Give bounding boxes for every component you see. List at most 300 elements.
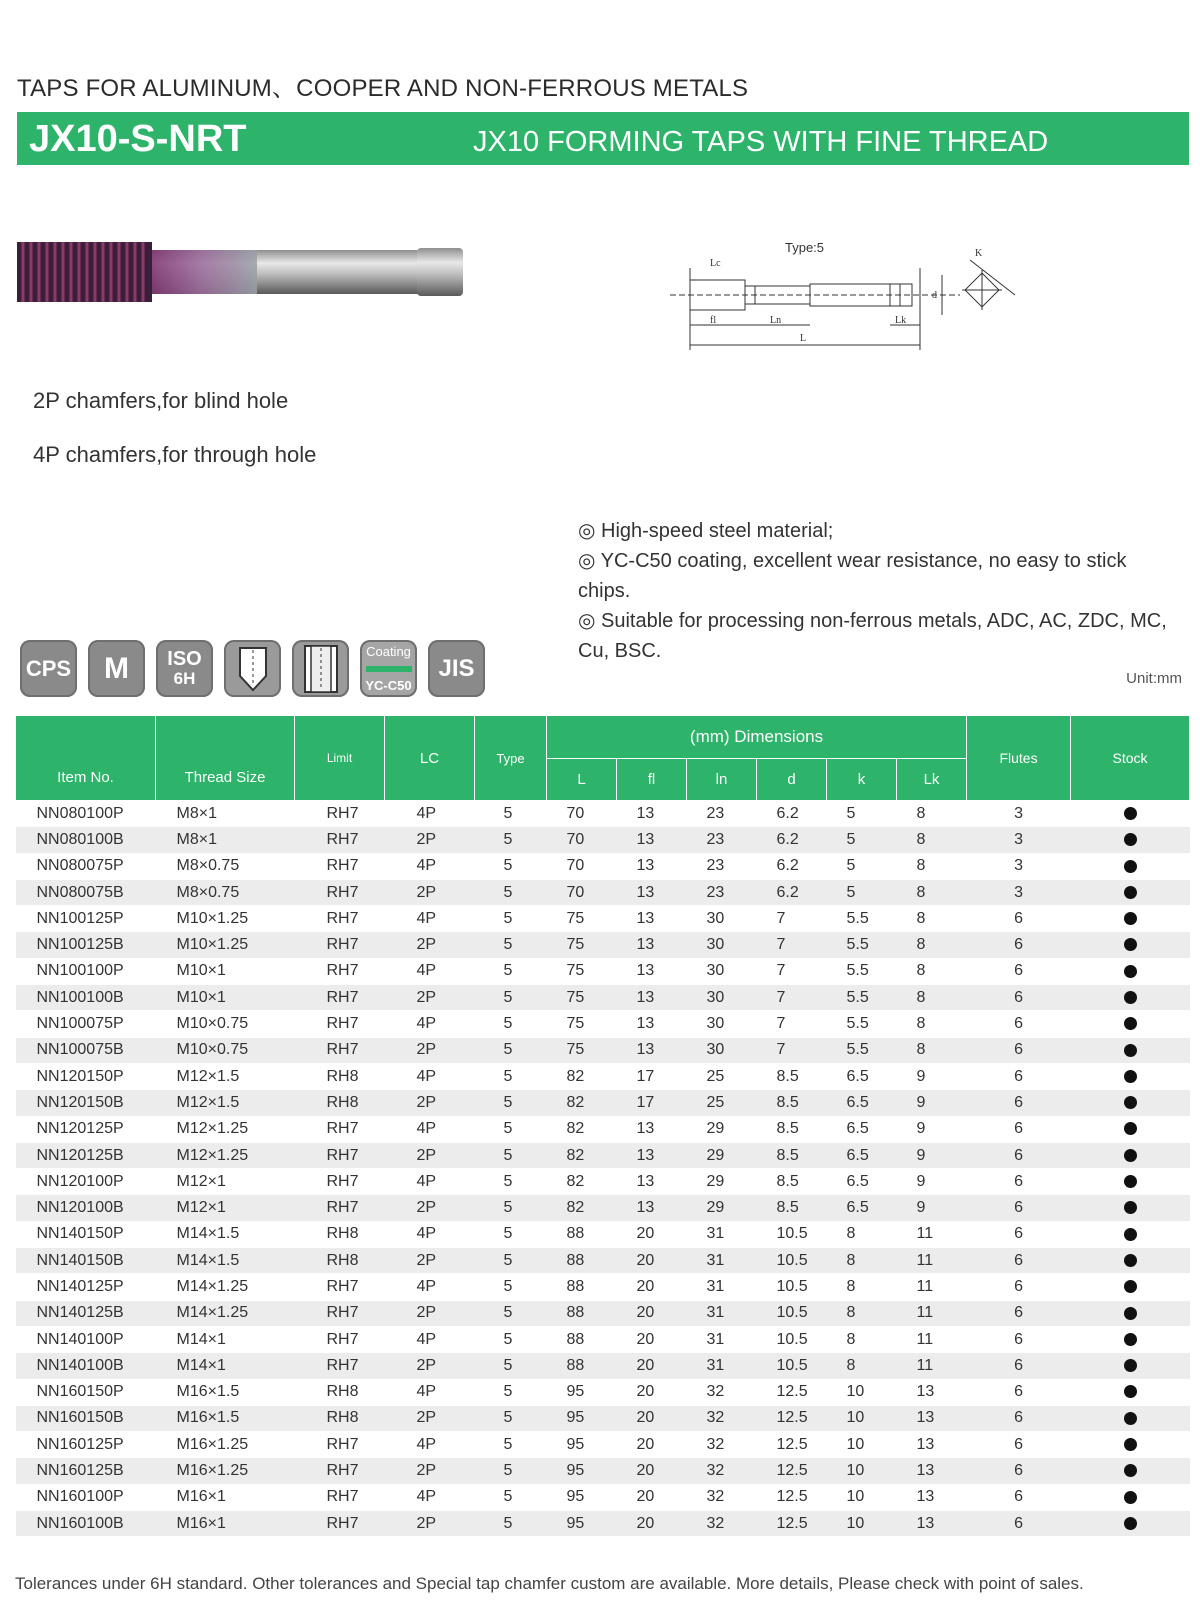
table-cell: 20 xyxy=(617,1379,687,1405)
table-row xyxy=(16,1405,1190,1431)
table-cell: 4P xyxy=(385,1432,475,1458)
table-cell: NN140100B xyxy=(16,1353,156,1379)
table-cell: 2P xyxy=(385,1037,475,1063)
table-cell: 6 xyxy=(967,1379,1071,1405)
svg-text:Lc: Lc xyxy=(710,258,721,269)
table-cell: 70 xyxy=(547,879,617,905)
in-stock-dot-icon xyxy=(1124,807,1137,820)
table-cell: 13 xyxy=(617,932,687,958)
in-stock-dot-icon xyxy=(1124,1517,1137,1530)
table-cell: 6 xyxy=(967,1221,1071,1247)
in-stock-dot-icon xyxy=(1124,1201,1137,1214)
table-cell: 5 xyxy=(475,1037,547,1063)
table-cell: 13 xyxy=(617,1142,687,1168)
table-cell: 5 xyxy=(475,1169,547,1195)
table-cell: 10.5 xyxy=(757,1221,827,1247)
table-cell: 6 xyxy=(967,1300,1071,1326)
table-cell: 7 xyxy=(757,1037,827,1063)
table-cell: 6.2 xyxy=(757,853,827,879)
table-cell: 5 xyxy=(475,906,547,932)
in-stock-dot-icon xyxy=(1124,1228,1137,1241)
table-cell: NN080075B xyxy=(16,879,156,905)
table-cell: 2P xyxy=(385,932,475,958)
table-cell: 5.5 xyxy=(827,932,897,958)
table-row xyxy=(16,1353,1190,1379)
table-cell: 82 xyxy=(547,1063,617,1089)
table-cell: 9 xyxy=(897,1090,967,1116)
table-cell: 12.5 xyxy=(757,1511,827,1537)
table-cell: 5 xyxy=(475,932,547,958)
table-cell: RH7 xyxy=(295,985,385,1011)
table-cell: 8 xyxy=(827,1248,897,1274)
stock-cell xyxy=(1071,1195,1190,1221)
table-cell: NN120100P xyxy=(16,1169,156,1195)
stock-cell xyxy=(1071,1063,1190,1089)
table-cell: 5 xyxy=(475,1432,547,1458)
table-cell: RH7 xyxy=(295,1116,385,1142)
iso-badge-icon: ISO 6H xyxy=(156,640,213,697)
table-cell: NN120125P xyxy=(16,1116,156,1142)
table-row xyxy=(16,1011,1190,1037)
table-cell: 82 xyxy=(547,1195,617,1221)
header-l: L xyxy=(547,759,617,801)
table-row xyxy=(16,1195,1190,1221)
header-thread-size: Thread Size xyxy=(156,716,295,801)
table-cell: 88 xyxy=(547,1221,617,1247)
table-cell: RH7 xyxy=(295,1511,385,1537)
table-cell: 13 xyxy=(617,985,687,1011)
table-cell: 29 xyxy=(687,1116,757,1142)
table-cell: RH8 xyxy=(295,1405,385,1431)
table-cell: 4P xyxy=(385,1221,475,1247)
table-cell: 5.5 xyxy=(827,906,897,932)
table-cell: NN160100P xyxy=(16,1484,156,1510)
table-cell: RH7 xyxy=(295,1037,385,1063)
table-cell: 6 xyxy=(967,1405,1071,1431)
table-cell: 32 xyxy=(687,1432,757,1458)
table-cell: 5 xyxy=(475,879,547,905)
table-cell: 31 xyxy=(687,1353,757,1379)
table-cell: 12.5 xyxy=(757,1405,827,1431)
stock-cell xyxy=(1071,1353,1190,1379)
table-cell: 13 xyxy=(897,1484,967,1510)
table-cell: M8×1 xyxy=(156,801,295,827)
table-cell: 82 xyxy=(547,1090,617,1116)
table-cell: 6 xyxy=(967,1063,1071,1089)
table-cell: 32 xyxy=(687,1379,757,1405)
in-stock-dot-icon xyxy=(1124,886,1137,899)
table-cell: 5 xyxy=(475,1142,547,1168)
table-cell: 31 xyxy=(687,1274,757,1300)
table-cell: 5 xyxy=(475,985,547,1011)
table-cell: 95 xyxy=(547,1432,617,1458)
table-cell: 5 xyxy=(475,1300,547,1326)
header-lc: LC xyxy=(385,716,475,801)
table-cell: M14×1.5 xyxy=(156,1221,295,1247)
table-cell: 6 xyxy=(967,1116,1071,1142)
table-cell: 9 xyxy=(897,1063,967,1089)
spec-table-body xyxy=(16,801,1190,1537)
in-stock-dot-icon xyxy=(1124,1464,1137,1477)
in-stock-dot-icon xyxy=(1124,1333,1137,1346)
stock-cell xyxy=(1071,853,1190,879)
table-cell: 13 xyxy=(617,1169,687,1195)
stock-cell xyxy=(1071,1379,1190,1405)
table-cell: 6 xyxy=(967,1011,1071,1037)
stock-cell xyxy=(1071,1458,1190,1484)
table-cell: 30 xyxy=(687,932,757,958)
table-cell: 30 xyxy=(687,985,757,1011)
table-cell: 8 xyxy=(897,932,967,958)
table-cell: 75 xyxy=(547,932,617,958)
table-cell: 10.5 xyxy=(757,1248,827,1274)
table-cell: 6.2 xyxy=(757,879,827,905)
table-row xyxy=(16,932,1190,958)
header-type: Type xyxy=(475,716,547,801)
in-stock-dot-icon xyxy=(1124,1491,1137,1504)
stock-cell xyxy=(1071,958,1190,984)
table-cell: 88 xyxy=(547,1300,617,1326)
stock-cell xyxy=(1071,1248,1190,1274)
stock-cell xyxy=(1071,879,1190,905)
table-cell: M12×1.5 xyxy=(156,1090,295,1116)
table-cell: 5 xyxy=(475,1063,547,1089)
table-cell: 5 xyxy=(827,853,897,879)
table-cell: 4P xyxy=(385,1326,475,1352)
table-cell: 11 xyxy=(897,1221,967,1247)
table-cell: NN100125B xyxy=(16,932,156,958)
table-cell: 3 xyxy=(967,827,1071,853)
table-cell: NN160125B xyxy=(16,1458,156,1484)
stock-cell xyxy=(1071,1511,1190,1537)
table-cell: 6 xyxy=(967,958,1071,984)
table-cell: 75 xyxy=(547,985,617,1011)
table-cell: 13 xyxy=(897,1379,967,1405)
table-cell: 6 xyxy=(967,1142,1071,1168)
table-cell: 88 xyxy=(547,1353,617,1379)
table-cell: M8×0.75 xyxy=(156,879,295,905)
table-cell: 95 xyxy=(547,1511,617,1537)
table-cell: 5 xyxy=(827,801,897,827)
table-row xyxy=(16,1274,1190,1300)
table-cell: M10×0.75 xyxy=(156,1037,295,1063)
table-cell: 23 xyxy=(687,827,757,853)
table-cell: NN160100B xyxy=(16,1511,156,1537)
table-cell: 13 xyxy=(617,879,687,905)
table-cell: 8 xyxy=(897,1037,967,1063)
table-cell: RH7 xyxy=(295,827,385,853)
header-k: k xyxy=(827,759,897,801)
table-cell: NN080100P xyxy=(16,801,156,827)
table-cell: 5 xyxy=(475,853,547,879)
header-fl: fl xyxy=(617,759,687,801)
table-cell: 4P xyxy=(385,906,475,932)
header-stock: Stock xyxy=(1071,716,1190,801)
table-cell: 6.5 xyxy=(827,1142,897,1168)
table-cell: 13 xyxy=(617,853,687,879)
table-cell: 6.5 xyxy=(827,1169,897,1195)
table-cell: M16×1.25 xyxy=(156,1432,295,1458)
product-banner xyxy=(17,112,1189,165)
in-stock-dot-icon xyxy=(1124,1359,1137,1372)
table-cell: 82 xyxy=(547,1169,617,1195)
stock-cell xyxy=(1071,1484,1190,1510)
table-cell: 2P xyxy=(385,1142,475,1168)
in-stock-dot-icon xyxy=(1124,965,1137,978)
table-cell: 5 xyxy=(827,879,897,905)
stock-cell xyxy=(1071,932,1190,958)
note-through-hole: 4P chamfers,for through hole xyxy=(33,442,317,467)
table-cell: 5 xyxy=(475,801,547,827)
table-cell: 75 xyxy=(547,958,617,984)
table-row xyxy=(16,1169,1190,1195)
table-cell: 82 xyxy=(547,1116,617,1142)
table-cell: 6 xyxy=(967,1195,1071,1221)
table-cell: NN100100P xyxy=(16,958,156,984)
table-cell: 13 xyxy=(617,1037,687,1063)
table-cell: 4P xyxy=(385,1169,475,1195)
svg-text:fl: fl xyxy=(710,315,717,326)
table-cell: 6 xyxy=(967,1511,1071,1537)
table-cell: 4P xyxy=(385,1484,475,1510)
table-cell: M8×0.75 xyxy=(156,853,295,879)
table-cell: 20 xyxy=(617,1221,687,1247)
table-cell: 6.5 xyxy=(827,1116,897,1142)
table-cell: 4P xyxy=(385,801,475,827)
table-cell: 8.5 xyxy=(757,1169,827,1195)
table-cell: 8.5 xyxy=(757,1063,827,1089)
table-cell: 6.5 xyxy=(827,1195,897,1221)
table-cell: RH7 xyxy=(295,801,385,827)
table-cell: 6 xyxy=(967,1353,1071,1379)
table-row xyxy=(16,1142,1190,1168)
table-cell: 4P xyxy=(385,1379,475,1405)
table-cell: M14×1.25 xyxy=(156,1300,295,1326)
table-cell: 5.5 xyxy=(827,1011,897,1037)
table-cell: 8.5 xyxy=(757,1090,827,1116)
table-cell: 70 xyxy=(547,827,617,853)
table-cell: M12×1.5 xyxy=(156,1063,295,1089)
table-cell: 6 xyxy=(967,1248,1071,1274)
table-cell: RH8 xyxy=(295,1221,385,1247)
table-cell: 10.5 xyxy=(757,1326,827,1352)
table-row xyxy=(16,958,1190,984)
table-cell: 20 xyxy=(617,1300,687,1326)
table-cell: 32 xyxy=(687,1511,757,1537)
table-cell: 7 xyxy=(757,906,827,932)
stock-cell xyxy=(1071,1300,1190,1326)
category-heading: TAPS FOR ALUMINUM、COOPER AND NON-FERROUS METALS xyxy=(17,75,749,102)
table-cell: 6.5 xyxy=(827,1090,897,1116)
table-cell: 2P xyxy=(385,1511,475,1537)
jis-badge-icon: JIS xyxy=(428,640,485,697)
table-cell: 10 xyxy=(827,1484,897,1510)
header-item-no: Item No. xyxy=(16,716,156,801)
table-cell: M16×1.5 xyxy=(156,1405,295,1431)
table-cell: 29 xyxy=(687,1142,757,1168)
in-stock-dot-icon xyxy=(1124,1149,1137,1162)
table-cell: M8×1 xyxy=(156,827,295,853)
product-title: JX10 FORMING TAPS WITH FINE THREAD xyxy=(473,126,1049,158)
table-cell: 13 xyxy=(617,1116,687,1142)
table-cell: 20 xyxy=(617,1511,687,1537)
table-cell: M10×1.25 xyxy=(156,932,295,958)
table-cell: M14×1.5 xyxy=(156,1248,295,1274)
in-stock-dot-icon xyxy=(1124,1017,1137,1030)
table-cell: 82 xyxy=(547,1142,617,1168)
stock-cell xyxy=(1071,906,1190,932)
table-cell: 13 xyxy=(617,1011,687,1037)
table-cell: 4P xyxy=(385,853,475,879)
table-cell: NN140125P xyxy=(16,1274,156,1300)
table-cell: 11 xyxy=(897,1248,967,1274)
in-stock-dot-icon xyxy=(1124,860,1137,873)
table-cell: 2P xyxy=(385,1458,475,1484)
feature-item: ◎ Suitable for processing non-ferrous metals, ADC, AC, ZDC, MC, Cu, BSC. xyxy=(578,610,1167,662)
table-cell: 8 xyxy=(897,827,967,853)
table-cell: RH7 xyxy=(295,906,385,932)
table-cell: 12.5 xyxy=(757,1432,827,1458)
feature-item: ◎ High-speed steel material; xyxy=(578,520,834,542)
table-cell: 8.5 xyxy=(757,1195,827,1221)
table-cell: 8 xyxy=(827,1326,897,1352)
table-cell: 10 xyxy=(827,1432,897,1458)
table-row xyxy=(16,906,1190,932)
table-cell: 6 xyxy=(967,932,1071,958)
table-cell: M12×1.25 xyxy=(156,1142,295,1168)
table-cell: 5 xyxy=(475,1484,547,1510)
table-cell: 13 xyxy=(617,906,687,932)
table-cell: RH7 xyxy=(295,1195,385,1221)
table-cell: 5 xyxy=(475,827,547,853)
stock-cell xyxy=(1071,985,1190,1011)
coating-badge-icon: Coating YC-C50 xyxy=(360,640,417,697)
tap-photo xyxy=(17,240,467,315)
table-cell: 75 xyxy=(547,1011,617,1037)
table-cell: 13 xyxy=(897,1405,967,1431)
table-cell: 5 xyxy=(475,958,547,984)
m-badge-icon: M xyxy=(88,640,145,697)
table-cell: 9 xyxy=(897,1116,967,1142)
stock-cell xyxy=(1071,1090,1190,1116)
table-cell: NN100075P xyxy=(16,1011,156,1037)
table-cell: 11 xyxy=(897,1353,967,1379)
table-row xyxy=(16,827,1190,853)
cps-badge-icon: CPS xyxy=(20,640,77,697)
table-cell: 20 xyxy=(617,1353,687,1379)
table-cell: 12.5 xyxy=(757,1458,827,1484)
table-cell: 10 xyxy=(827,1405,897,1431)
table-cell: 13 xyxy=(617,958,687,984)
header-flutes: Flutes xyxy=(967,716,1071,801)
in-stock-dot-icon xyxy=(1124,1307,1137,1320)
table-cell: 10 xyxy=(827,1458,897,1484)
table-cell: 8 xyxy=(897,801,967,827)
table-cell: RH7 xyxy=(295,1353,385,1379)
table-cell: RH7 xyxy=(295,1432,385,1458)
in-stock-dot-icon xyxy=(1124,1096,1137,1109)
table-cell: 2P xyxy=(385,1195,475,1221)
table-cell: 70 xyxy=(547,853,617,879)
table-cell: 3 xyxy=(967,853,1071,879)
table-cell: 5.5 xyxy=(827,985,897,1011)
table-cell: M14×1 xyxy=(156,1326,295,1352)
stock-cell xyxy=(1071,1274,1190,1300)
table-row xyxy=(16,985,1190,1011)
table-row xyxy=(16,1116,1190,1142)
table-cell: 6 xyxy=(967,1037,1071,1063)
table-cell: 88 xyxy=(547,1326,617,1352)
table-cell: 30 xyxy=(687,1037,757,1063)
svg-text:d: d xyxy=(932,290,937,301)
footnote: Tolerances under 6H standard. Other tolerances and Special tap chamfer custom are available. More details, Please check with point of sales. xyxy=(15,1574,1084,1593)
stock-cell xyxy=(1071,1037,1190,1063)
stock-cell xyxy=(1071,1142,1190,1168)
table-cell: M10×1 xyxy=(156,985,295,1011)
table-cell: 2P xyxy=(385,879,475,905)
table-cell: NN140150B xyxy=(16,1248,156,1274)
table-cell: 23 xyxy=(687,853,757,879)
table-cell: 12.5 xyxy=(757,1484,827,1510)
table-cell: M12×1 xyxy=(156,1195,295,1221)
table-cell: RH7 xyxy=(295,1142,385,1168)
table-cell: M16×1.5 xyxy=(156,1379,295,1405)
table-cell: 23 xyxy=(687,801,757,827)
table-cell: 5 xyxy=(475,1116,547,1142)
table-cell: 11 xyxy=(897,1300,967,1326)
table-cell: NN100125P xyxy=(16,906,156,932)
table-cell: 31 xyxy=(687,1248,757,1274)
in-stock-dot-icon xyxy=(1124,912,1137,925)
table-cell: M12×1 xyxy=(156,1169,295,1195)
table-cell: 23 xyxy=(687,879,757,905)
table-cell: 6 xyxy=(967,1432,1071,1458)
table-cell: 2P xyxy=(385,1300,475,1326)
table-cell: 2P xyxy=(385,985,475,1011)
table-cell: RH7 xyxy=(295,958,385,984)
table-cell: 8 xyxy=(827,1353,897,1379)
table-cell: 4P xyxy=(385,1274,475,1300)
table-cell: NN120150B xyxy=(16,1090,156,1116)
table-cell: 5 xyxy=(475,1458,547,1484)
table-cell: 10.5 xyxy=(757,1353,827,1379)
in-stock-dot-icon xyxy=(1124,1280,1137,1293)
table-cell: 70 xyxy=(547,801,617,827)
table-row xyxy=(16,1063,1190,1089)
table-cell: 5 xyxy=(475,1248,547,1274)
table-cell: 6 xyxy=(967,1458,1071,1484)
tap-technical-drawing xyxy=(670,240,1030,365)
table-cell: 29 xyxy=(687,1195,757,1221)
table-cell: RH7 xyxy=(295,1484,385,1510)
table-cell: M14×1.25 xyxy=(156,1274,295,1300)
stock-cell xyxy=(1071,801,1190,827)
table-cell: 2P xyxy=(385,1353,475,1379)
unit-label: Unit:mm xyxy=(1126,670,1182,687)
table-cell: M10×1.25 xyxy=(156,906,295,932)
table-row xyxy=(16,1379,1190,1405)
in-stock-dot-icon xyxy=(1124,1438,1137,1451)
table-cell: 29 xyxy=(687,1169,757,1195)
table-cell: 10.5 xyxy=(757,1300,827,1326)
table-cell: 6.5 xyxy=(827,1063,897,1089)
table-row xyxy=(16,1511,1190,1537)
table-cell: 6 xyxy=(967,906,1071,932)
table-cell: 11 xyxy=(897,1274,967,1300)
table-cell: M10×1 xyxy=(156,958,295,984)
table-row xyxy=(16,1300,1190,1326)
table-cell: 10 xyxy=(827,1511,897,1537)
